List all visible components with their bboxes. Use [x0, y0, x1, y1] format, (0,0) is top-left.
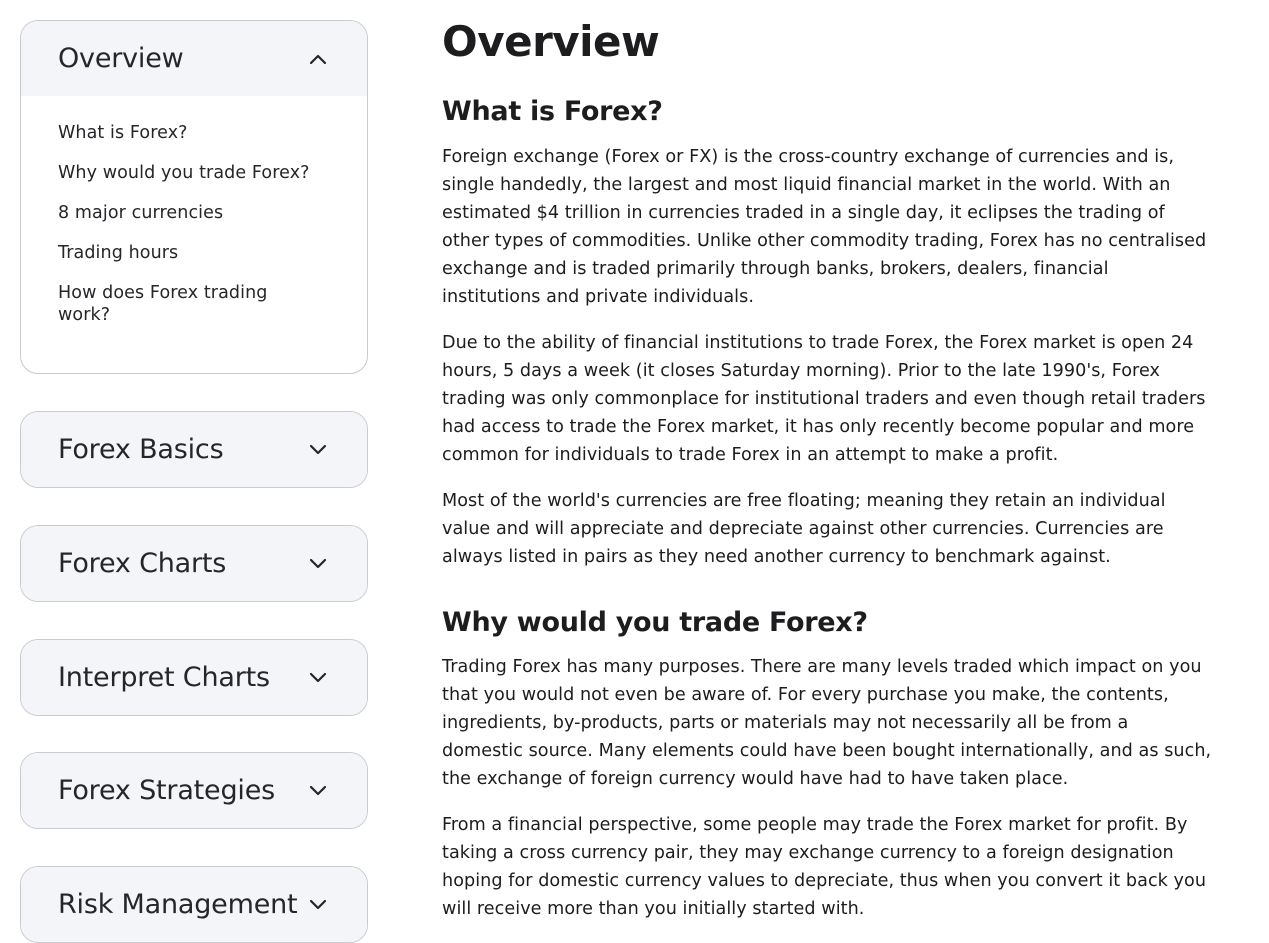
chevron-down-icon[interactable] — [307, 667, 329, 689]
accordion-header-forex-strategies[interactable] — [21, 753, 367, 828]
accordion-forex-basics — [20, 411, 368, 488]
paragraph: Trading Forex has many purposes. There are many levels traded which impact on you that you would not even be aware of. For every purchase you make, the contents, ingredients, by-products, parts or materials may not necessarily all be from a domestic source. Many elements could have been bought internationally, and as such, the exchange of foreign currency would have had to have taken place. — [442, 657, 1212, 789]
paragraph: From a financial perspective, some people may trade the Forex market for profit. By taking a cross currency pair, they may exchange currency to a foreign designation hoping for domestic currency values to depreciate, thus when you convert it back you will receive more than you initially started with. — [442, 815, 1207, 919]
chevron-up-icon[interactable] — [307, 48, 329, 70]
accordion-header-risk-management[interactable] — [21, 867, 367, 942]
section-heading-what-is-forex: What is Forex? — [442, 96, 663, 127]
chevron-down-icon[interactable] — [307, 439, 329, 461]
sidebar-item-trading-hours[interactable]: Trading hours — [58, 243, 179, 263]
accordion-header-forex-basics[interactable] — [21, 412, 367, 487]
accordion-header-interpret-charts[interactable] — [21, 640, 367, 715]
paragraph: Foreign exchange (Forex or FX) is the cross-country exchange of currencies and is, single handedly, the largest and most liquid financial market in the world. With an estimated $4 trillion in currencies traded in a single day, it eclipses the trading of other types of commodities. Unlike other commodity trading, Forex has no centralised exchange and is traded primarily through banks, brokers, dealers, financial institutions and private individuals. — [442, 147, 1207, 307]
accordion-interpret-charts — [20, 639, 368, 716]
sidebar-item-what-is-forex[interactable]: What is Forex? — [58, 123, 188, 143]
sidebar-item-major-currencies[interactable]: 8 major currencies — [58, 203, 224, 223]
paragraph: Most of the world's currencies are free floating; meaning they retain an individual value and will appreciate and depreciate against other currencies. Currencies are always listed in pairs as they need another currency to benchmark against. — [442, 491, 1166, 567]
paragraph: Due to the ability of financial institutions to trade Forex, the Forex market is open 24 hours, 5 days a week (it closes Saturday morning). Prior to the late 1990's, Forex trading was only commonplace for institutional traders and even though retail traders had access to trade the Forex market, it has only recently become popular and more common for individuals to trade Forex in an attempt to make a profit. — [442, 333, 1206, 465]
accordion-title: Forex Charts — [58, 548, 227, 579]
accordion-risk-management — [20, 866, 368, 943]
chevron-down-icon[interactable] — [307, 780, 329, 802]
accordion-forex-strategies — [20, 752, 368, 829]
sidebar — [20, 20, 368, 920]
accordion-title: Risk Management — [58, 889, 298, 920]
accordion-header-overview[interactable] — [21, 21, 367, 96]
page-title: Overview — [442, 17, 660, 66]
accordion-title: Interpret Charts — [58, 662, 270, 693]
accordion-overview — [20, 20, 368, 374]
accordion-body-overview — [21, 96, 367, 352]
accordion-title: Overview — [58, 43, 184, 74]
accordion-forex-charts — [20, 525, 368, 602]
accordion-title: Forex Basics — [58, 434, 224, 465]
sidebar-item-how-forex-works[interactable]: How does Forex trading work? — [58, 283, 268, 325]
chevron-down-icon[interactable] — [307, 553, 329, 575]
accordion-header-forex-charts[interactable] — [21, 526, 367, 601]
accordion-title: Forex Strategies — [58, 775, 275, 806]
main-content — [442, 14, 1222, 923]
sidebar-item-why-trade-forex[interactable]: Why would you trade Forex? — [58, 163, 310, 183]
chevron-down-icon[interactable] — [307, 894, 329, 916]
section-heading-why-trade-forex: Why would you trade Forex? — [442, 607, 868, 638]
